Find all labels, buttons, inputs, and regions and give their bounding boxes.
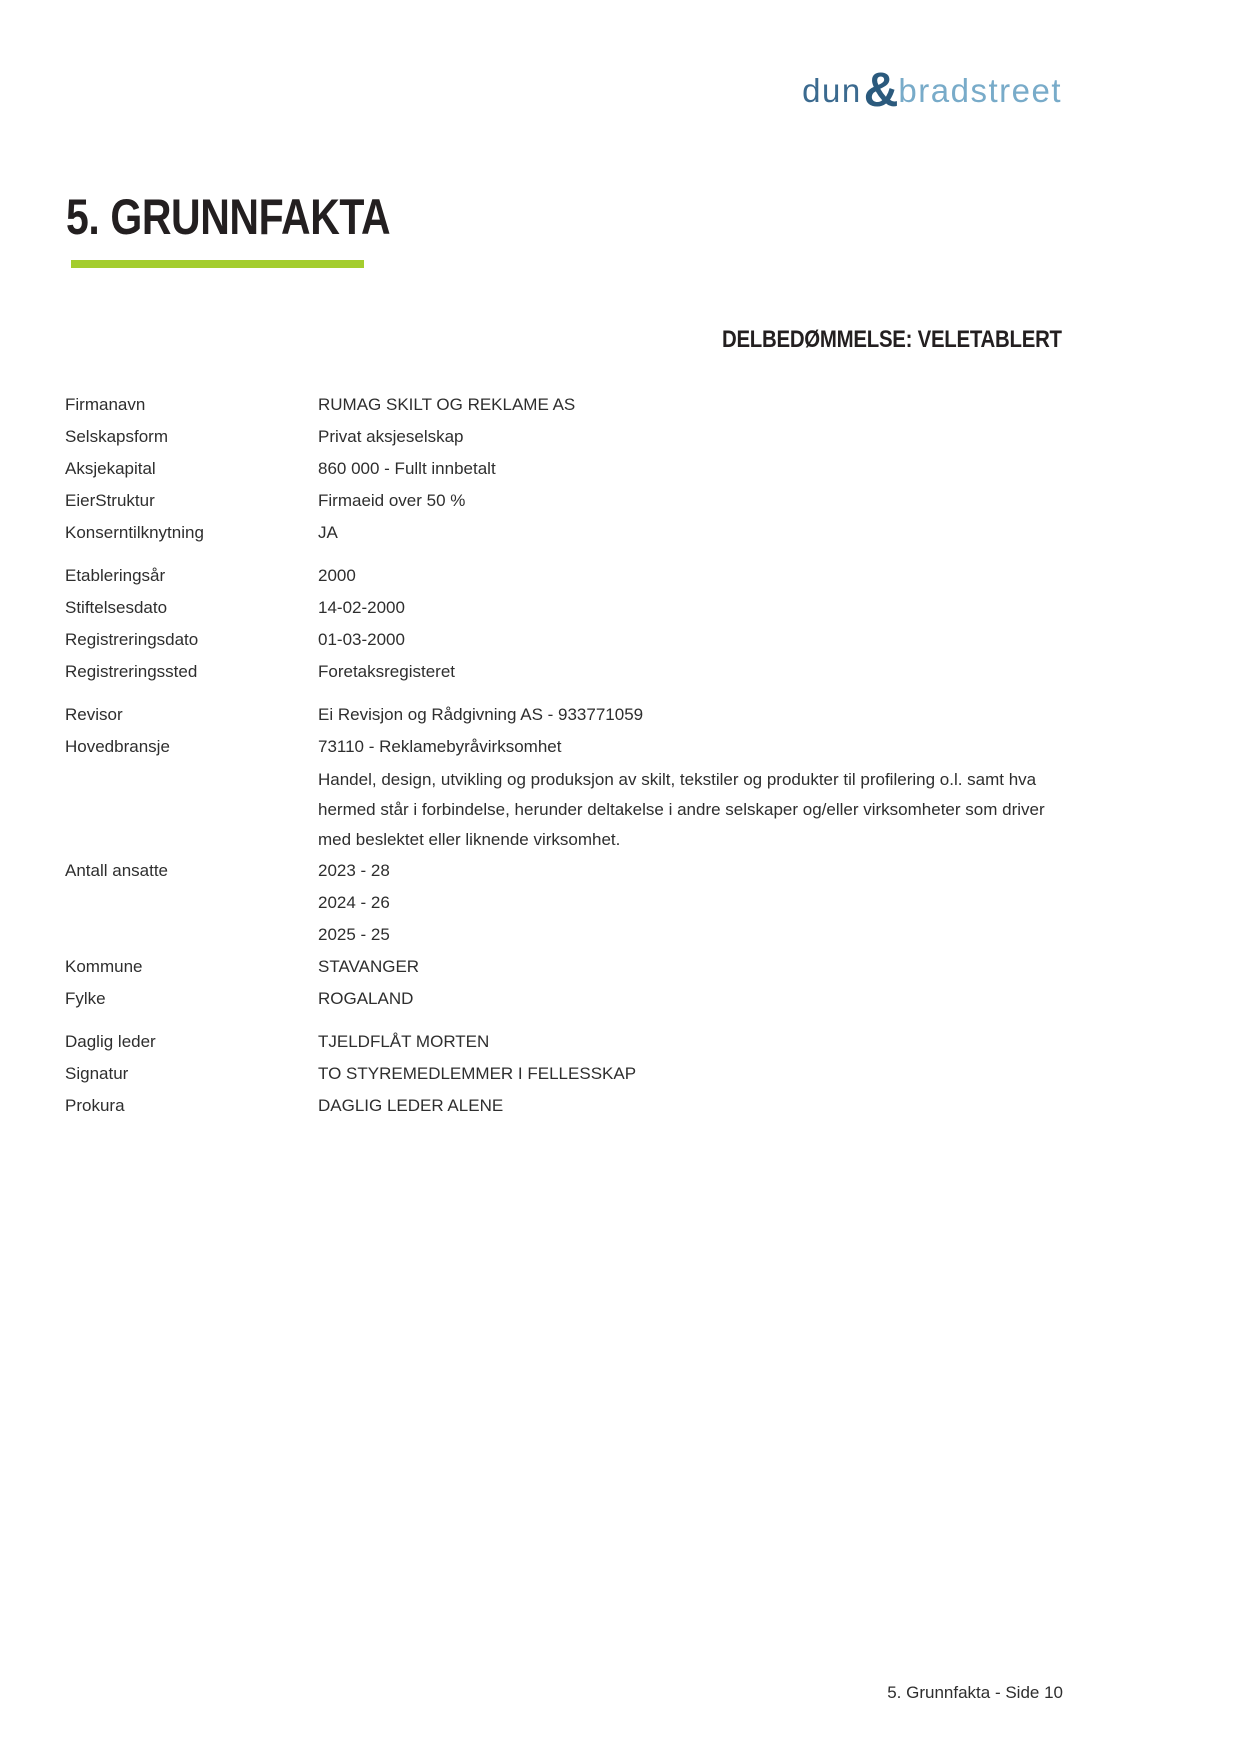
fact-label: Stiftelsesdato xyxy=(65,598,168,617)
dnb-logo: dun & bradstreet xyxy=(802,64,1062,117)
fact-label xyxy=(65,919,318,951)
fact-label: Prokura xyxy=(65,1096,125,1115)
fact-row xyxy=(65,389,1062,421)
fact-row xyxy=(65,1090,1062,1122)
fact-value: Foretaksregisteret xyxy=(318,662,455,681)
fact-label: Etableringsår xyxy=(65,566,166,585)
fact-label: Hovedbransje xyxy=(65,737,170,756)
fact-row xyxy=(65,731,1062,763)
fact-label xyxy=(65,887,318,919)
fact-label: Firmanavn xyxy=(65,395,146,414)
fact-value: ROGALAND xyxy=(318,989,414,1008)
business-description: Handel, design, utvikling og produksjon av skilt, tekstiler og produkter til profilering o.l. samt hva hermed står i forbindelse, herunder deltakelse i andre selskaper og/eller virksomheter som driver med beslektet eller liknende virksomhet. xyxy=(318,770,1045,849)
business-description-row xyxy=(65,765,1062,855)
fact-label: Revisor xyxy=(65,705,123,724)
fact-group xyxy=(65,560,1062,688)
fact-row xyxy=(65,1058,1062,1090)
fact-row xyxy=(65,919,1062,951)
fact-label: Antall ansatte xyxy=(65,861,169,880)
fact-value: Firmaeid over 50 % xyxy=(318,491,466,510)
fact-value: Privat aksjeselskap xyxy=(318,427,464,446)
fact-row xyxy=(65,453,1062,485)
fact-row xyxy=(65,983,1062,1015)
fact-value: TJELDFLÅT MORTEN xyxy=(318,1032,490,1051)
fact-label: Aksjekapital xyxy=(65,459,156,478)
fact-row xyxy=(65,855,1062,887)
fact-value: 14-02-2000 xyxy=(318,598,405,617)
fact-row xyxy=(65,560,1062,592)
logo-word-dun: dun xyxy=(802,72,862,109)
fact-value: 2023 - 28 xyxy=(318,861,390,880)
fact-label: Konserntilknytning xyxy=(65,523,204,542)
fact-value: 2025 - 25 xyxy=(318,925,390,944)
fact-row xyxy=(65,887,1062,919)
fact-value: 860 000 - Fullt innbetalt xyxy=(318,459,496,478)
page-footer: 5. Grunnfakta - Side 10 xyxy=(887,1683,1063,1702)
fact-row xyxy=(65,699,1062,731)
fact-label: EierStruktur xyxy=(65,491,155,510)
fact-row xyxy=(65,517,1062,549)
fact-value: STAVANGER xyxy=(318,957,420,976)
fact-label: Fylke xyxy=(65,989,106,1008)
fact-value: 73110 - Reklamebyråvirksomhet xyxy=(318,737,562,756)
section-title: 5. GRUNNFAKTA xyxy=(66,189,391,245)
fact-row xyxy=(65,656,1062,688)
fact-value: 2024 - 26 xyxy=(318,893,390,912)
facts-table xyxy=(65,389,1062,1122)
fact-row xyxy=(65,485,1062,517)
fact-group xyxy=(65,389,1062,549)
fact-value: TO STYREMEDLEMMER I FELLESSKAP xyxy=(318,1064,637,1083)
fact-row xyxy=(65,624,1062,656)
accent-bar xyxy=(71,260,364,268)
fact-label xyxy=(65,765,318,855)
fact-value: DAGLIG LEDER ALENE xyxy=(318,1096,504,1115)
fact-label: Kommune xyxy=(65,957,143,976)
fact-value: JA xyxy=(318,523,338,542)
fact-value: 01-03-2000 xyxy=(318,630,405,649)
fact-label: Signatur xyxy=(65,1064,129,1083)
fact-group xyxy=(65,1026,1062,1122)
fact-label: Selskapsform xyxy=(65,427,168,446)
logo-word-bradstreet: bradstreet xyxy=(898,72,1062,109)
fact-row xyxy=(65,421,1062,453)
fact-row xyxy=(65,951,1062,983)
fact-value: 2000 xyxy=(318,566,356,585)
fact-value: Ei Revisjon og Rådgivning AS - 933771059 xyxy=(318,705,644,724)
fact-group xyxy=(65,699,1062,1015)
fact-label: Registreringsdato xyxy=(65,630,199,649)
fact-label: Daglig leder xyxy=(65,1032,156,1051)
assessment-heading: DELBEDØMMELSE: VELETABLERT xyxy=(722,326,1062,353)
fact-row xyxy=(65,1026,1062,1058)
fact-value: RUMAG SKILT OG REKLAME AS xyxy=(318,395,576,414)
fact-label: Registreringssted xyxy=(65,662,198,681)
fact-row xyxy=(65,592,1062,624)
